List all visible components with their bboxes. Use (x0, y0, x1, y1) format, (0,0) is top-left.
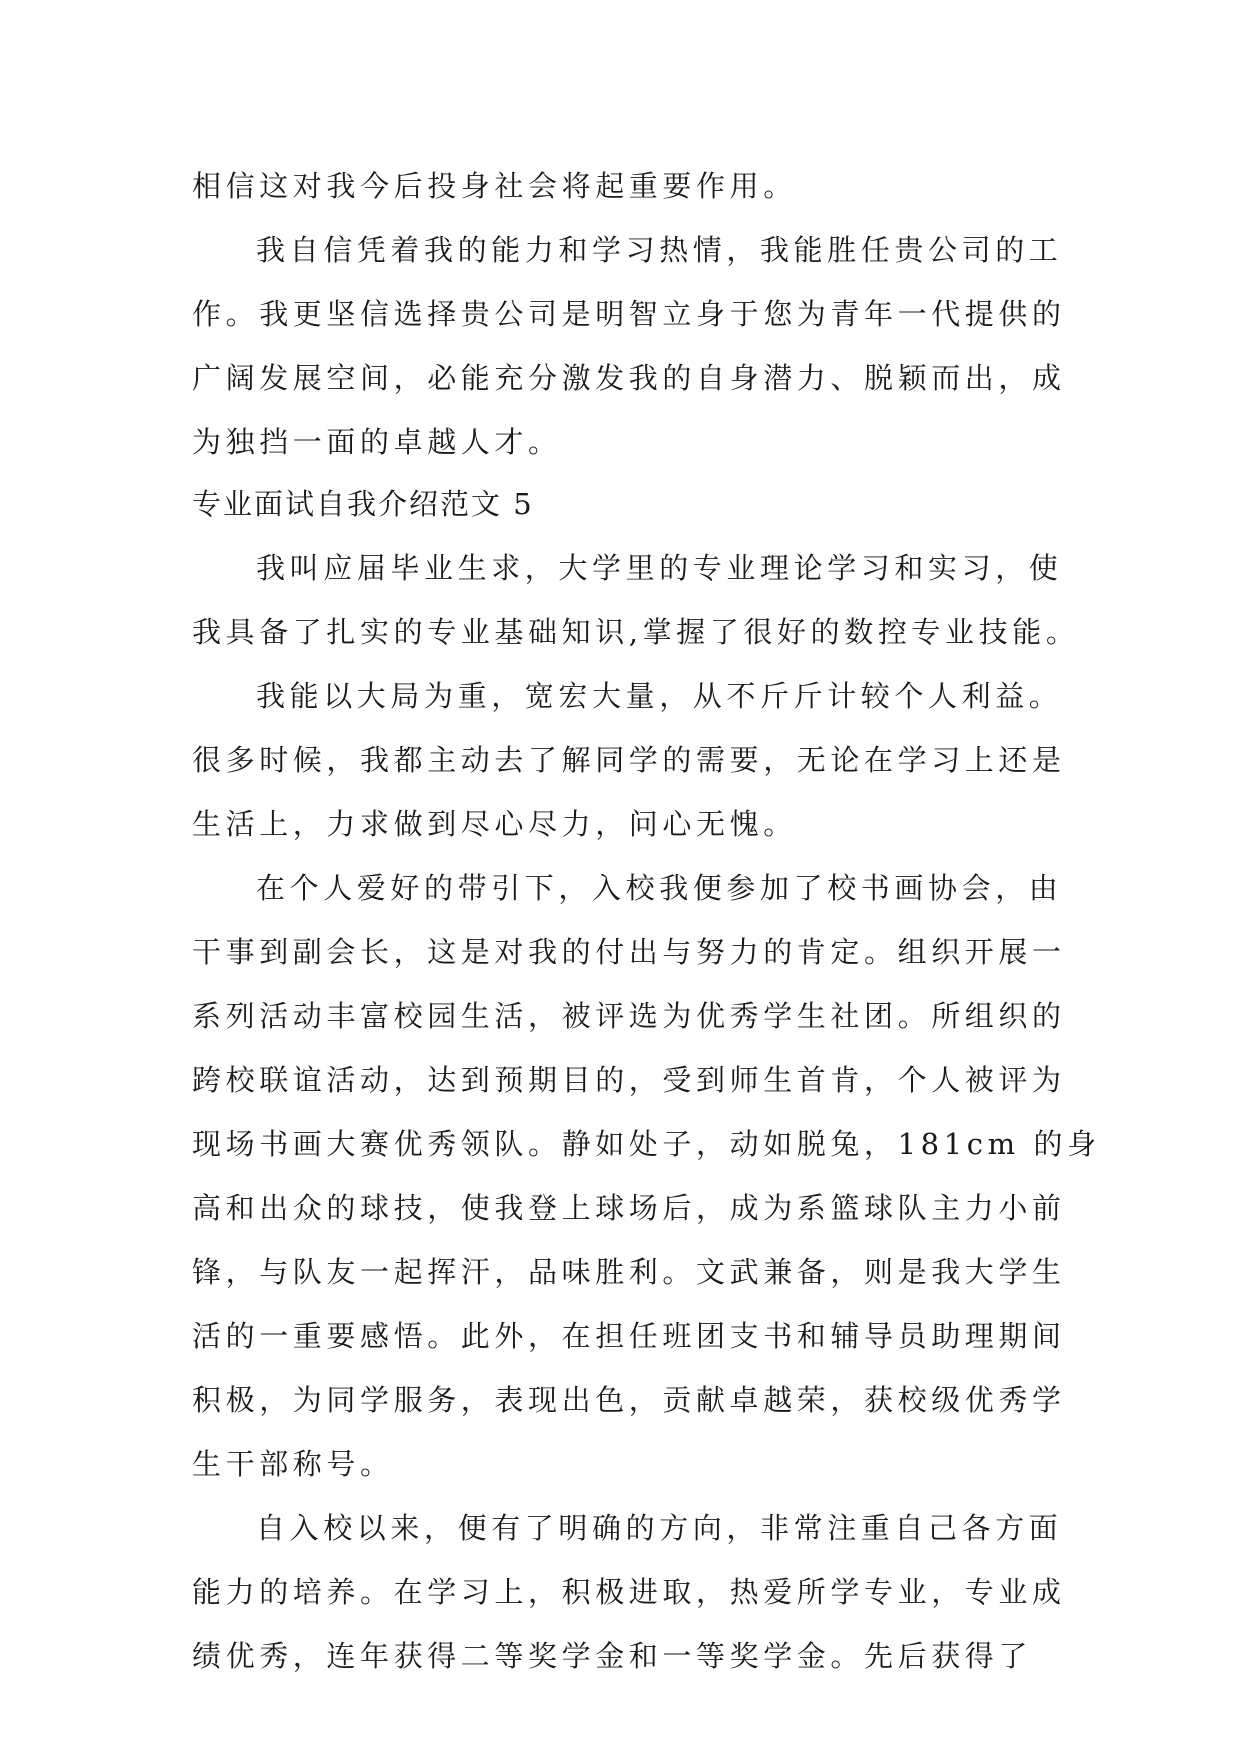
text-line: 干事到副会长，这是对我的付出与努力的肯定。组织开展一 (192, 935, 1066, 969)
text-line: 现场书画大赛优秀领队。静如处子，动如脱兔，181cm 的身 (192, 1127, 1101, 1161)
paragraph-start-line: 自入校以来，便有了明确的方向，非常注重自己各方面 (256, 1511, 1063, 1545)
paragraph-start-line: 我能以大局为重，宽宏大量，从不斤斤计较个人利益。 (256, 679, 1063, 713)
paragraph-start-line: 我自信凭着我的能力和学习热情，我能胜任贵公司的工 (256, 233, 1063, 267)
text-line: 很多时候，我都主动去了解同学的需要，无论在学习上还是 (192, 743, 1066, 777)
text-line: 绩优秀，连年获得二等奖学金和一等奖学金。先后获得了 (192, 1639, 1033, 1673)
text-line: 高和出众的球技，使我登上球场后，成为系篮球队主力小前 (192, 1191, 1066, 1225)
text-line: 生干部称号。 (192, 1447, 394, 1481)
paragraph-start-line: 在个人爱好的带引下，入校我便参加了校书画协会，由 (256, 871, 1063, 905)
text-line: 活的一重要感悟。此外，在担任班团支书和辅导员助理期间 (192, 1319, 1066, 1353)
text-line: 系列活动丰富校园生活，被评选为优秀学生社团。所组织的 (192, 999, 1066, 1033)
text-line: 相信这对我今后投身社会将起重要作用。 (192, 169, 797, 203)
text-line: 能力的培养。在学习上，积极进取，热爱所学专业，专业成 (192, 1575, 1066, 1609)
text-line: 我具备了扎实的专业基础知识,掌握了很好的数控专业技能。 (192, 615, 1080, 649)
paragraph-start-line: 我叫应届毕业生求，大学里的专业理论学习和实习，使 (256, 551, 1063, 585)
text-line: 生活上，力求做到尽心尽力，问心无愧。 (192, 807, 797, 841)
text-line: 为独挡一面的卓越人才。 (192, 425, 562, 459)
text-line: 跨校联谊活动，达到预期目的，受到师生首肯，个人被评为 (192, 1063, 1066, 1097)
text-line: 作。我更坚信选择贵公司是明智立身于您为青年一代提供的 (192, 297, 1066, 331)
text-line: 广阔发展空间，必能充分激发我的自身潜力、脱颖而出，成 (192, 361, 1066, 395)
text-line: 积极，为同学服务，表现出色，贡献卓越荣，获校级优秀学 (192, 1383, 1066, 1417)
text-line: 锋，与队友一起挥汗，品味胜利。文武兼备，则是我大学生 (192, 1255, 1066, 1289)
section-heading: 专业面试自我介绍范文 5 (192, 487, 534, 521)
